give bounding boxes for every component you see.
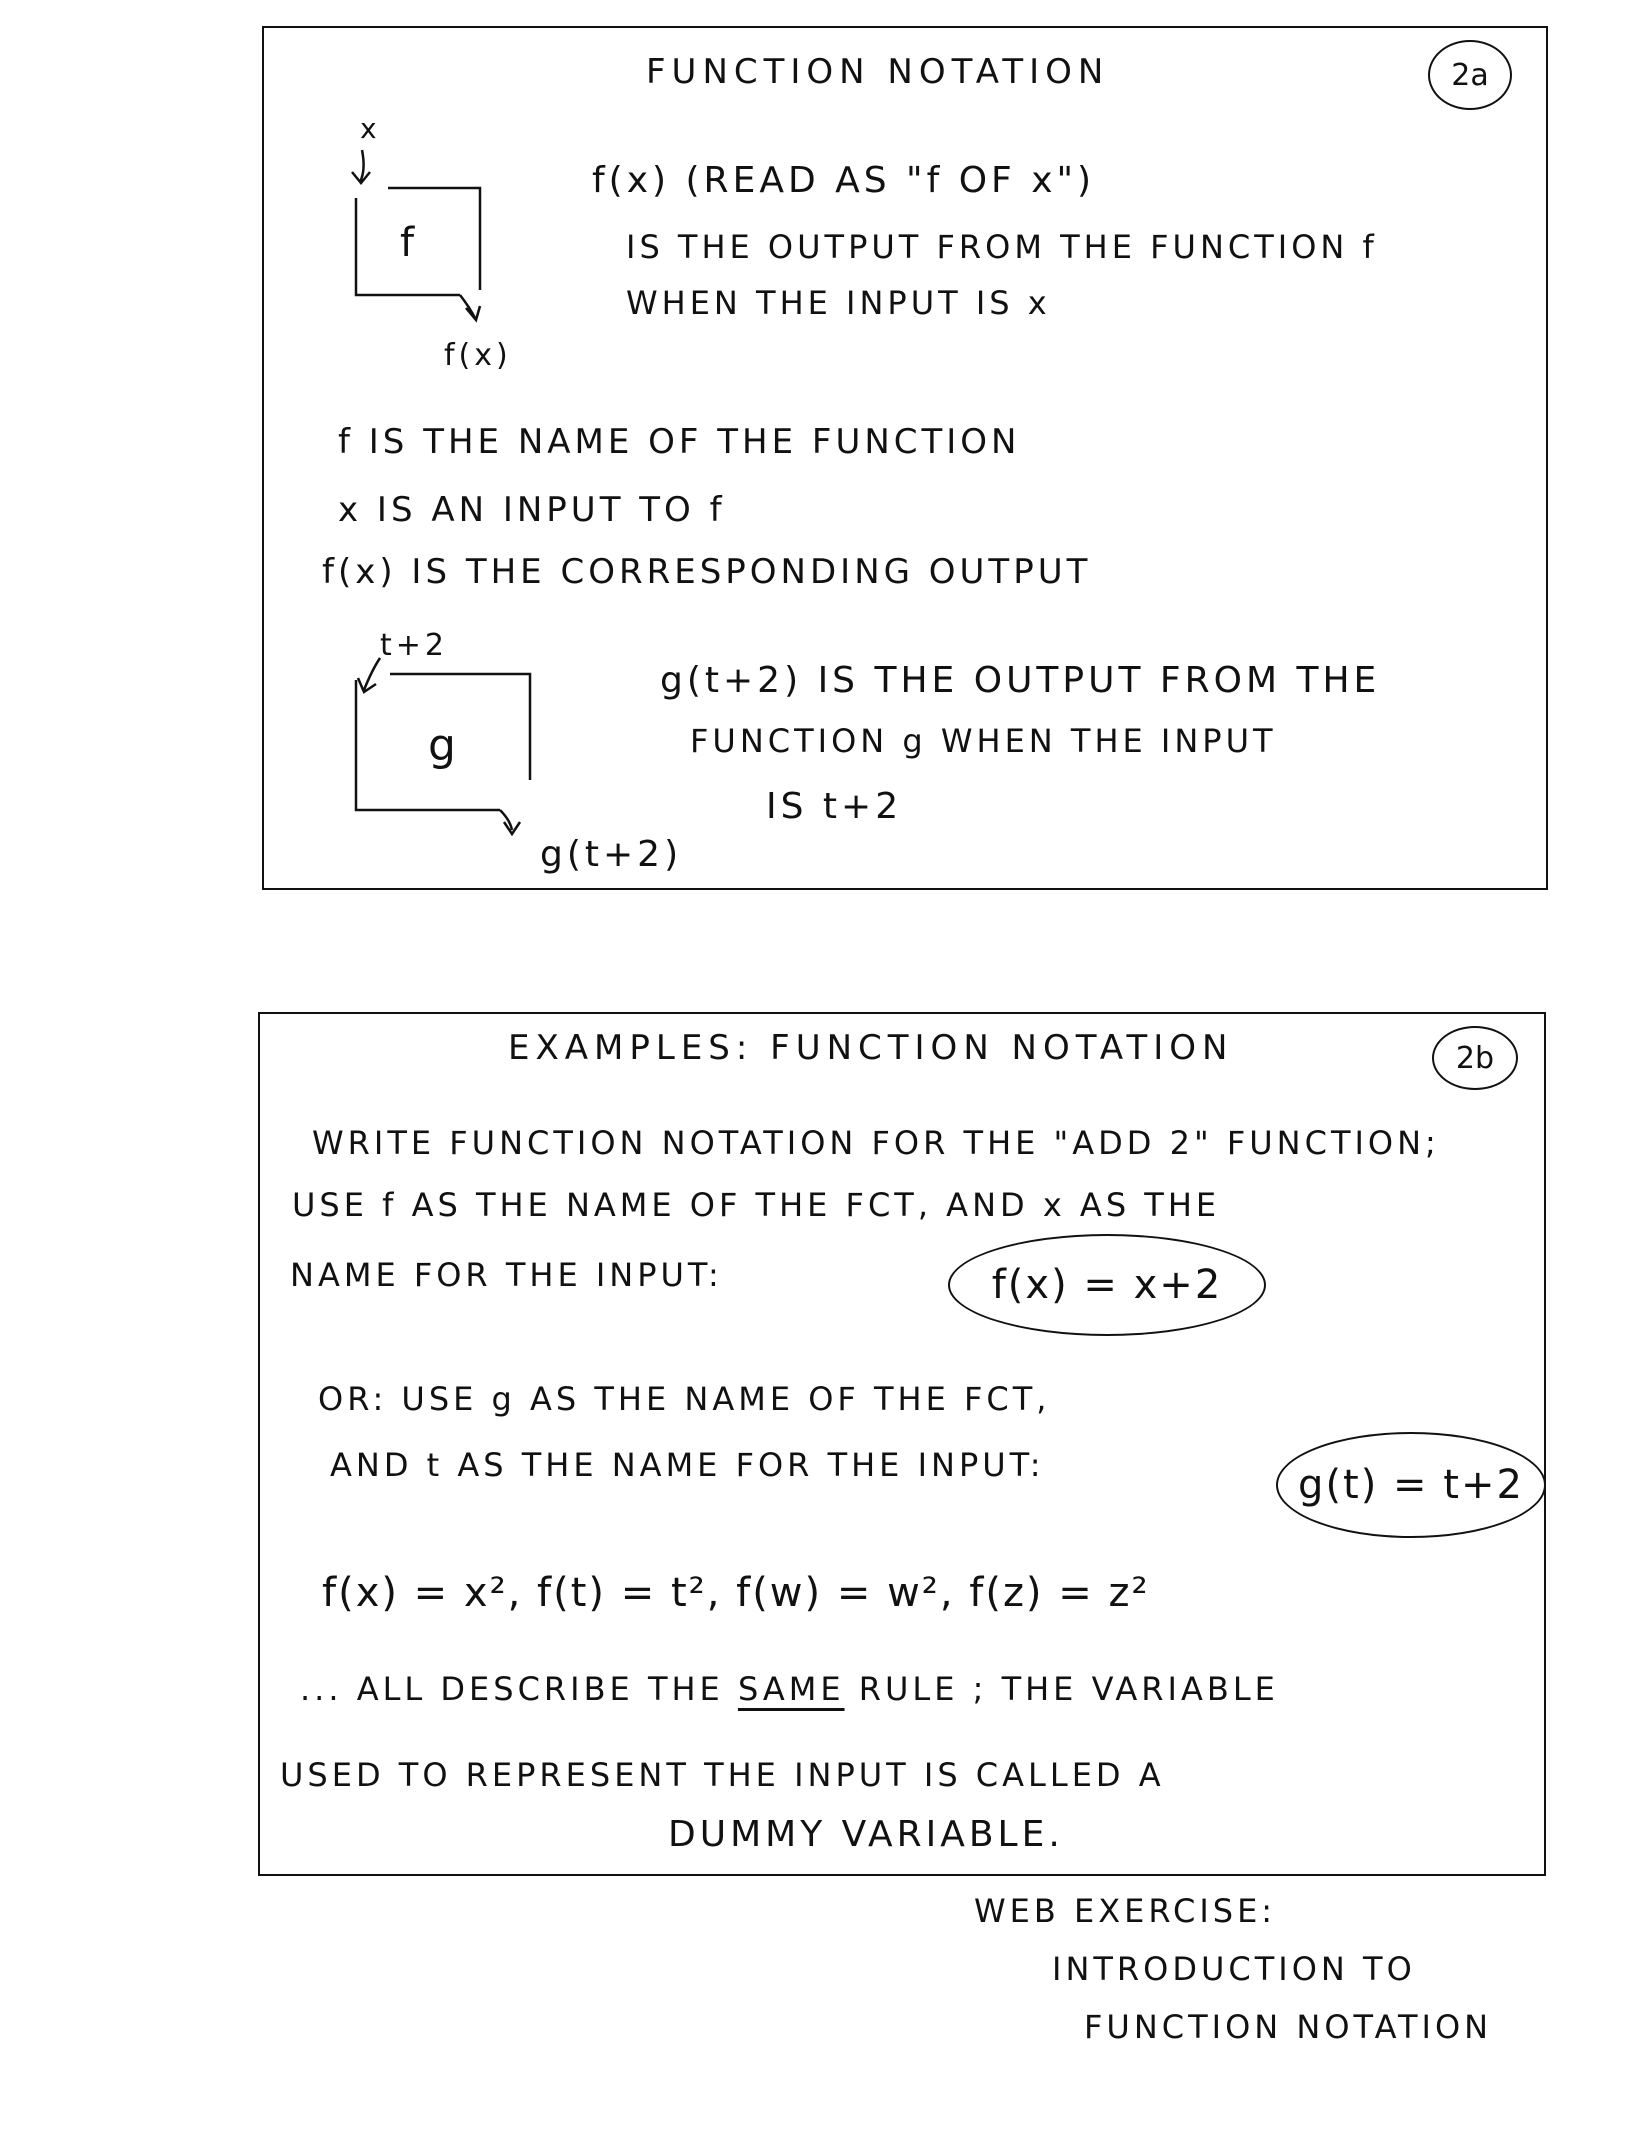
desc-g-line-1: g(t+2) IS THE OUTPUT FROM THE — [660, 660, 1381, 701]
diagram-g-input-label: t+2 — [380, 628, 448, 663]
para1-line-1: WRITE FUNCTION NOTATION FOR THE "ADD 2" FUNCTION; — [312, 1124, 1440, 1162]
diagram-g-box-label: g — [428, 720, 460, 771]
diagram-f-input-label: x — [360, 112, 381, 145]
desc-f-line-2: IS THE OUTPUT FROM THE FUNCTION f — [626, 228, 1378, 266]
answer-1: f(x) = x+2 — [948, 1234, 1266, 1336]
def-line-3: f(x) IS THE CORRESPONDING OUTPUT — [322, 552, 1092, 592]
equations-line: f(x) = x², f(t) = t², f(w) = w², f(z) = z² — [322, 1570, 1150, 1616]
def-line-1: f IS THE NAME OF THE FUNCTION — [338, 422, 1021, 462]
para2-line-1: OR: USE g AS THE NAME OF THE FCT, — [318, 1380, 1051, 1418]
web-exercise-line-1: WEB EXERCISE: — [974, 1892, 1277, 1930]
conclusion-pre: ... ALL DESCRIBE THE — [300, 1670, 738, 1708]
conclusion-emph: SAME — [737, 1670, 845, 1708]
answer-2: g(t) = t+2 — [1276, 1432, 1546, 1538]
para1-line-2: USE f AS THE NAME OF THE FCT, AND x AS THE — [292, 1186, 1221, 1224]
def-line-2: x IS AN INPUT TO f — [338, 490, 726, 530]
diagram-f-box-label: f — [400, 220, 419, 266]
web-exercise-line-2: INTRODUCTION TO — [1052, 1950, 1416, 1988]
desc-f-line-1: f(x) (READ AS "f OF x") — [592, 160, 1096, 201]
card-2b-badge: 2b — [1432, 1026, 1518, 1090]
web-exercise-line-3: FUNCTION NOTATION — [1084, 2008, 1493, 2046]
diagram-g-output-label: g(t+2) — [540, 834, 683, 875]
card-2a-title: FUNCTION NOTATION — [646, 52, 1110, 92]
diagram-f-machine — [340, 140, 500, 340]
desc-g-line-3: IS t+2 — [766, 786, 903, 827]
diagram-f-output-label: f(x) — [444, 338, 512, 373]
desc-g-line-2: FUNCTION g WHEN THE INPUT — [690, 722, 1277, 760]
conclusion-line-1 — [300, 1670, 1279, 1708]
card-2a-badge: 2a — [1428, 40, 1512, 110]
para2-line-2: AND t AS THE NAME FOR THE INPUT: — [330, 1446, 1045, 1484]
desc-f-line-3: WHEN THE INPUT IS x — [626, 284, 1051, 322]
card-2b-title: EXAMPLES: FUNCTION NOTATION — [508, 1028, 1234, 1068]
conclusion-post: RULE ; THE VARIABLE — [844, 1670, 1279, 1708]
conclusion-line-2: USED TO REPRESENT THE INPUT IS CALLED A — [280, 1756, 1165, 1794]
para1-line-3: NAME FOR THE INPUT: — [290, 1256, 723, 1294]
conclusion-line-3: DUMMY VARIABLE. — [668, 1814, 1064, 1855]
